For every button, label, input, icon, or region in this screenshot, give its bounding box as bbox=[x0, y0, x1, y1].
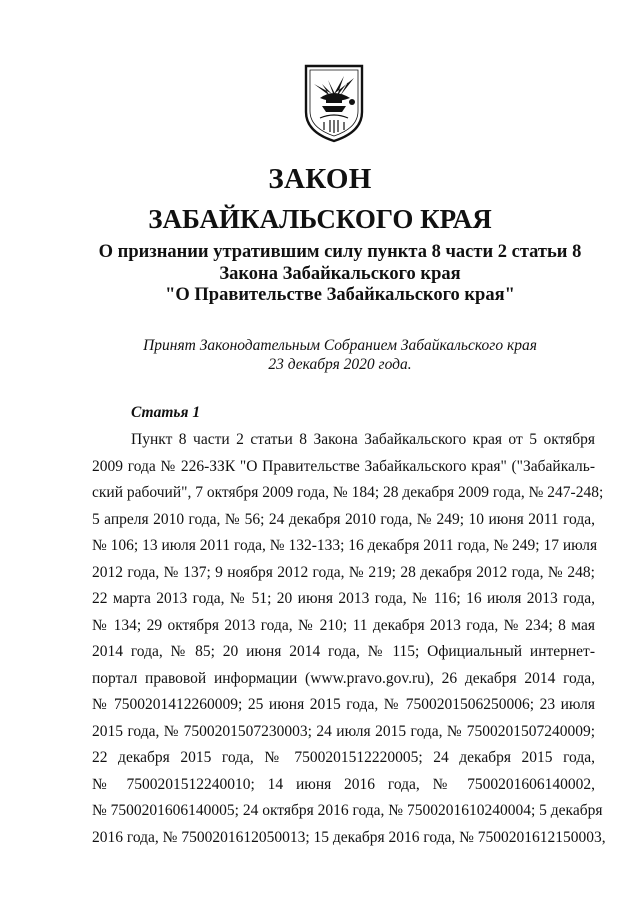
subtitle-line: О признании утратившим силу пункта 8 части 2 статьи 8 bbox=[98, 242, 582, 262]
region-title: ЗАБАЙКАЛЬСКОГО КРАЯ bbox=[148, 204, 492, 234]
article-text-line: 5 апреля 2010 года, № 56; 24 декабря 2010 года, № 249; 10 июня 2011 года, bbox=[92, 511, 595, 528]
article-heading: Статья 1 bbox=[131, 404, 201, 421]
article-text-line: № 7500201606140005; 24 октября 2016 года, № 7500201610240004; 5 декабря bbox=[92, 802, 603, 819]
article-text-line: 22 декабря 2015 года, № 7500201512220005; 24 декабря 2015 года, bbox=[92, 749, 595, 766]
article-text-line: 2015 года, № 7500201507230003; 24 июля 2015 года, № 7500201507240009; bbox=[92, 723, 595, 740]
article-text-line: Пункт 8 части 2 статьи 8 Закона Забайкальского края от 5 октября bbox=[131, 431, 595, 448]
article-text-line: 2012 года, № 137; 9 ноября 2012 года, № 219; 28 декабря 2012 года, № 248; bbox=[92, 564, 595, 581]
article-text-line: 2009 года № 226-ЗЗК "О Правительстве Забайкальского края" ("Забайкаль- bbox=[92, 458, 595, 475]
article-text-line: 22 марта 2013 года, № 51; 20 июня 2013 года, № 116; 16 июля 2013 года, bbox=[92, 590, 595, 607]
document-type-title: ЗАКОН bbox=[268, 163, 372, 195]
article-text-line: ский рабочий", 7 октября 2009 года, № 184; 28 декабря 2009 года, № 247-248; bbox=[92, 484, 604, 501]
subtitle-line: "О Правительстве Забайкальского края" bbox=[165, 285, 515, 305]
adoption-date: 23 декабря 2020 года. bbox=[268, 356, 412, 373]
adoption-note bbox=[0, 336, 640, 374]
article-text-line: № 134; 29 октября 2013 года, № 210; 11 декабря 2013 года, № 234; 8 мая bbox=[92, 617, 595, 634]
article-text-line: 2016 года, № 7500201612050013; 15 декабря 2016 года, № 7500201612150003, bbox=[92, 829, 606, 846]
article-text-line: № 106; 13 июля 2011 года, № 132-133; 16 декабря 2011 года, № 249; 17 июля bbox=[92, 537, 598, 554]
article-text-line: № 7500201512240010; 14 июня 2016 года, № 7500201606140002, bbox=[92, 776, 595, 793]
article-text-line: портал правовой информации (www.pravo.gov.ru), 26 декабря 2014 года, bbox=[92, 670, 595, 687]
article-text-line: № 7500201412260009; 25 июня 2015 года, № 7500201506250006; 23 июля bbox=[92, 696, 595, 713]
article-text-line: 2014 года, № 85; 20 июня 2014 года, № 115; Официальный интернет- bbox=[92, 643, 595, 660]
subtitle-line: Закона Забайкальского края bbox=[219, 263, 461, 284]
coat-of-arms-icon bbox=[300, 62, 368, 144]
law-subtitle bbox=[0, 242, 640, 307]
adoption-line: Принят Законодательным Собранием Забайкальского края bbox=[143, 337, 537, 354]
